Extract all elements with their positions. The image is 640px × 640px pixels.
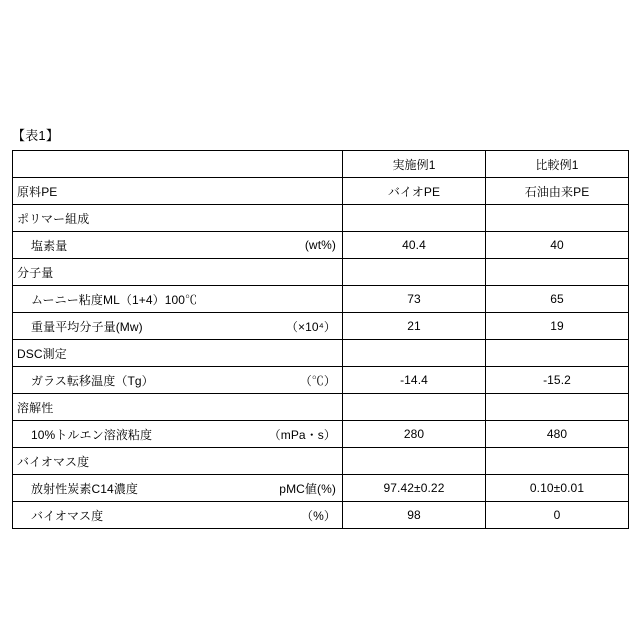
table-cell-value-1: [343, 259, 486, 286]
table-row: [13, 313, 629, 340]
table-cell-label: [13, 448, 343, 475]
table-cell-value-2: 比較例1: [486, 151, 629, 178]
table-cell-value-2: [486, 259, 629, 286]
table-cell-label: [13, 340, 343, 367]
spec-table: [12, 150, 629, 529]
table-cell-value-1: 280: [343, 421, 486, 448]
table-cell-value-1: [343, 340, 486, 367]
row-label: 10%トルエン溶液粘度: [31, 427, 153, 442]
table-row: [13, 205, 629, 232]
row-unit: （mPa・s）: [268, 427, 336, 442]
table-cell-label: [13, 259, 343, 286]
table-cell-value-1: 98: [343, 502, 486, 529]
table-cell-label: [13, 502, 343, 529]
table-cell-label: [13, 232, 343, 259]
row-label: 溶解性: [17, 400, 54, 415]
row-label: 原料PE: [17, 184, 58, 199]
table-cell-label: [13, 286, 343, 313]
table-cell-value-2: [486, 205, 629, 232]
table-cell-value-1: [343, 205, 486, 232]
table-cell-value-1: バイオPE: [343, 178, 486, 205]
row-label: ガラス転移温度（Tg）: [31, 373, 154, 388]
row-label: バイオマス度: [31, 508, 104, 523]
table-cell-value-1: 97.42±0.22: [343, 475, 486, 502]
table-row: [13, 475, 629, 502]
table-cell-value-2: [486, 394, 629, 421]
table-row: [13, 502, 629, 529]
row-unit: （×10⁴）: [285, 319, 336, 334]
table-cell-value-1: -14.4: [343, 367, 486, 394]
table-cell-value-2: 19: [486, 313, 629, 340]
table-cell-value-2: [486, 448, 629, 475]
table-cell-label: [13, 394, 343, 421]
table-cell-label: [13, 205, 343, 232]
row-label: 放射性炭素C14濃度: [31, 481, 139, 496]
table-container: [12, 150, 628, 529]
table-cell-label: [13, 421, 343, 448]
table-body: [13, 151, 629, 529]
table-cell-label: [13, 313, 343, 340]
row-label: ムーニー粘度ML（1+4）100℃: [31, 292, 198, 307]
table-caption: 【表1】: [12, 128, 60, 143]
table-cell-value-2: 65: [486, 286, 629, 313]
row-unit: pMC値(%): [279, 481, 336, 496]
table-cell-value-1: [343, 448, 486, 475]
table-row: [13, 394, 629, 421]
table-row: [13, 178, 629, 205]
table-row: [13, 259, 629, 286]
table-cell-label: [13, 178, 343, 205]
table-row: [13, 286, 629, 313]
table-row: [13, 367, 629, 394]
row-label: 重量平均分子量(Mw): [31, 319, 143, 334]
table-cell-value-2: 石油由来PE: [486, 178, 629, 205]
table-cell-label: [13, 475, 343, 502]
row-label: ポリマー組成: [17, 211, 90, 226]
table-row: [13, 151, 629, 178]
table-cell-value-1: [343, 394, 486, 421]
table-cell-label: [13, 367, 343, 394]
table-row: [13, 232, 629, 259]
table-row: [13, 421, 629, 448]
table-row: [13, 340, 629, 367]
table-cell-label: [13, 151, 343, 178]
table-cell-value-1: 21: [343, 313, 486, 340]
row-unit: （%）: [301, 508, 336, 523]
table-cell-value-1: 73: [343, 286, 486, 313]
row-label: 分子量: [17, 265, 54, 280]
table-row: [13, 448, 629, 475]
row-unit: (wt%): [304, 238, 336, 252]
row-label: DSC測定: [17, 346, 67, 361]
table-cell-value-2: 40: [486, 232, 629, 259]
table-cell-value-2: 0.10±0.01: [486, 475, 629, 502]
row-unit: （℃）: [299, 373, 336, 388]
row-label: 塩素量: [31, 238, 68, 253]
table-cell-value-2: 0: [486, 502, 629, 529]
table-cell-value-2: 480: [486, 421, 629, 448]
row-label: バイオマス度: [17, 454, 90, 469]
table-cell-value-2: [486, 340, 629, 367]
table-cell-value-2: -15.2: [486, 367, 629, 394]
table-cell-value-1: 40.4: [343, 232, 486, 259]
table-cell-value-1: 実施例1: [343, 151, 486, 178]
